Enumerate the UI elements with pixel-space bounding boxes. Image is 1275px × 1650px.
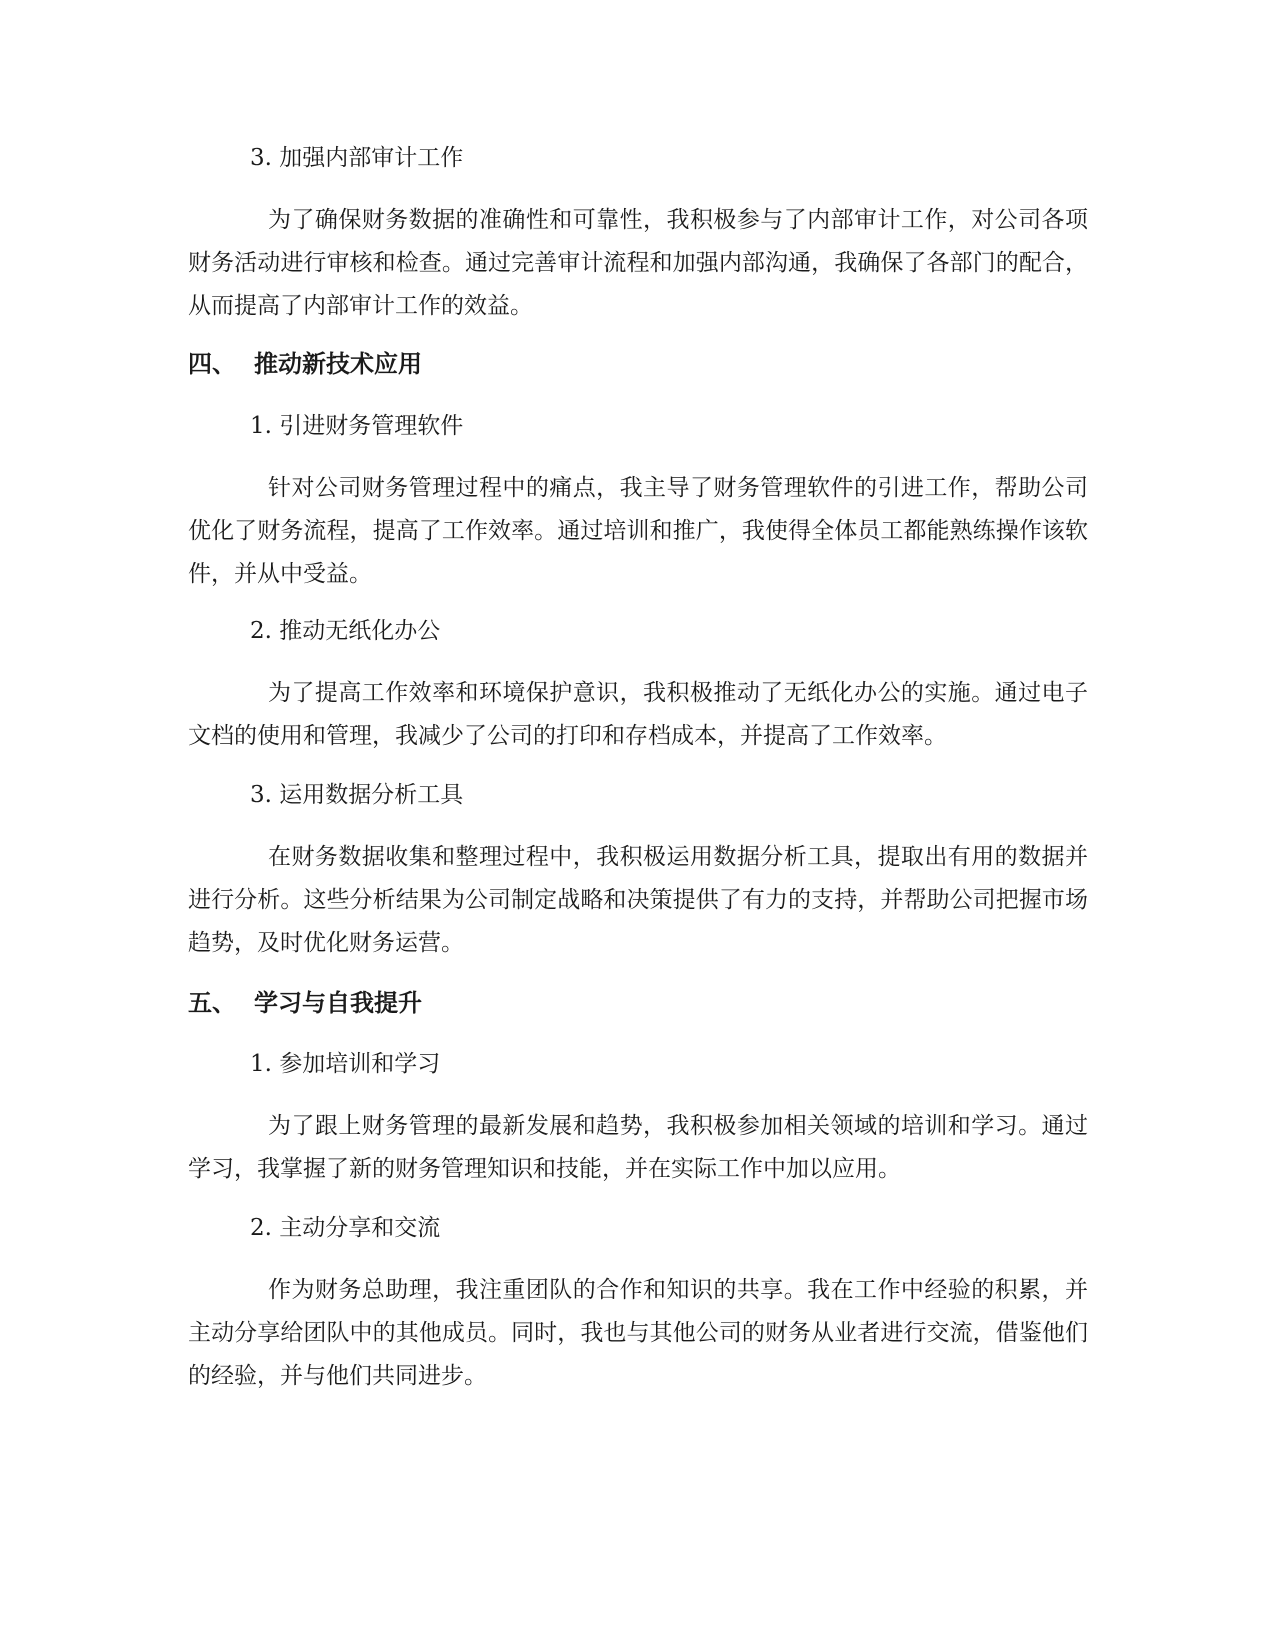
subsection-title: 2. 主动分享和交流 [250, 1215, 441, 1241]
subsection-title: 3. 加强内部审计工作 [250, 145, 464, 171]
subsection-title: 2. 推动无纸化办公 [250, 618, 441, 644]
subsection-title: 1. 引进财务管理软件 [250, 413, 464, 439]
section-title: 推动新技术应用 [254, 350, 422, 378]
section-number: 四、 [188, 350, 236, 378]
section-heading [188, 987, 1088, 1019]
section-number: 五、 [188, 989, 236, 1017]
subsection-title: 1. 参加培训和学习 [250, 1051, 441, 1077]
paragraph: 为了跟上财务管理的最新发展和趋势，我积极参加相关领域的培训和学习。通过学习，我掌握了新的财务管理知识和技能，并在实际工作中加以应用。 [188, 1113, 1088, 1182]
paragraph: 为了提高工作效率和环境保护意识，我积极推动了无纸化办公的实施。通过电子文档的使用和管理，我减少了公司的打印和存档成本，并提高了工作效率。 [188, 680, 1088, 749]
subsection-title: 3. 运用数据分析工具 [250, 782, 464, 808]
paragraph: 作为财务总助理，我注重团队的合作和知识的共享。我在工作中经验的积累，并主动分享给团队中的其他成员。同时，我也与其他公司的财务从业者进行交流，借鉴他们的经验，并与他们共同进步。 [188, 1277, 1088, 1389]
paragraph: 为了确保财务数据的准确性和可靠性，我积极参与了内部审计工作，对公司各项财务活动进行审核和检查。通过完善审计流程和加强内部沟通，我确保了各部门的配合，从而提高了内部审计工作的效益。 [188, 207, 1088, 319]
paragraph: 在财务数据收集和整理过程中，我积极运用数据分析工具，提取出有用的数据并进行分析。这些分析结果为公司制定战略和决策提供了有力的支持，并帮助公司把握市场趋势，及时优化财务运营。 [188, 844, 1088, 956]
paragraph: 针对公司财务管理过程中的痛点，我主导了财务管理软件的引进工作，帮助公司优化了财务流程，提高了工作效率。通过培训和推广，我使得全体员工都能熟练操作该软件，并从中受益。 [188, 475, 1088, 587]
section-heading [188, 348, 1088, 380]
section-title: 学习与自我提升 [254, 989, 422, 1017]
